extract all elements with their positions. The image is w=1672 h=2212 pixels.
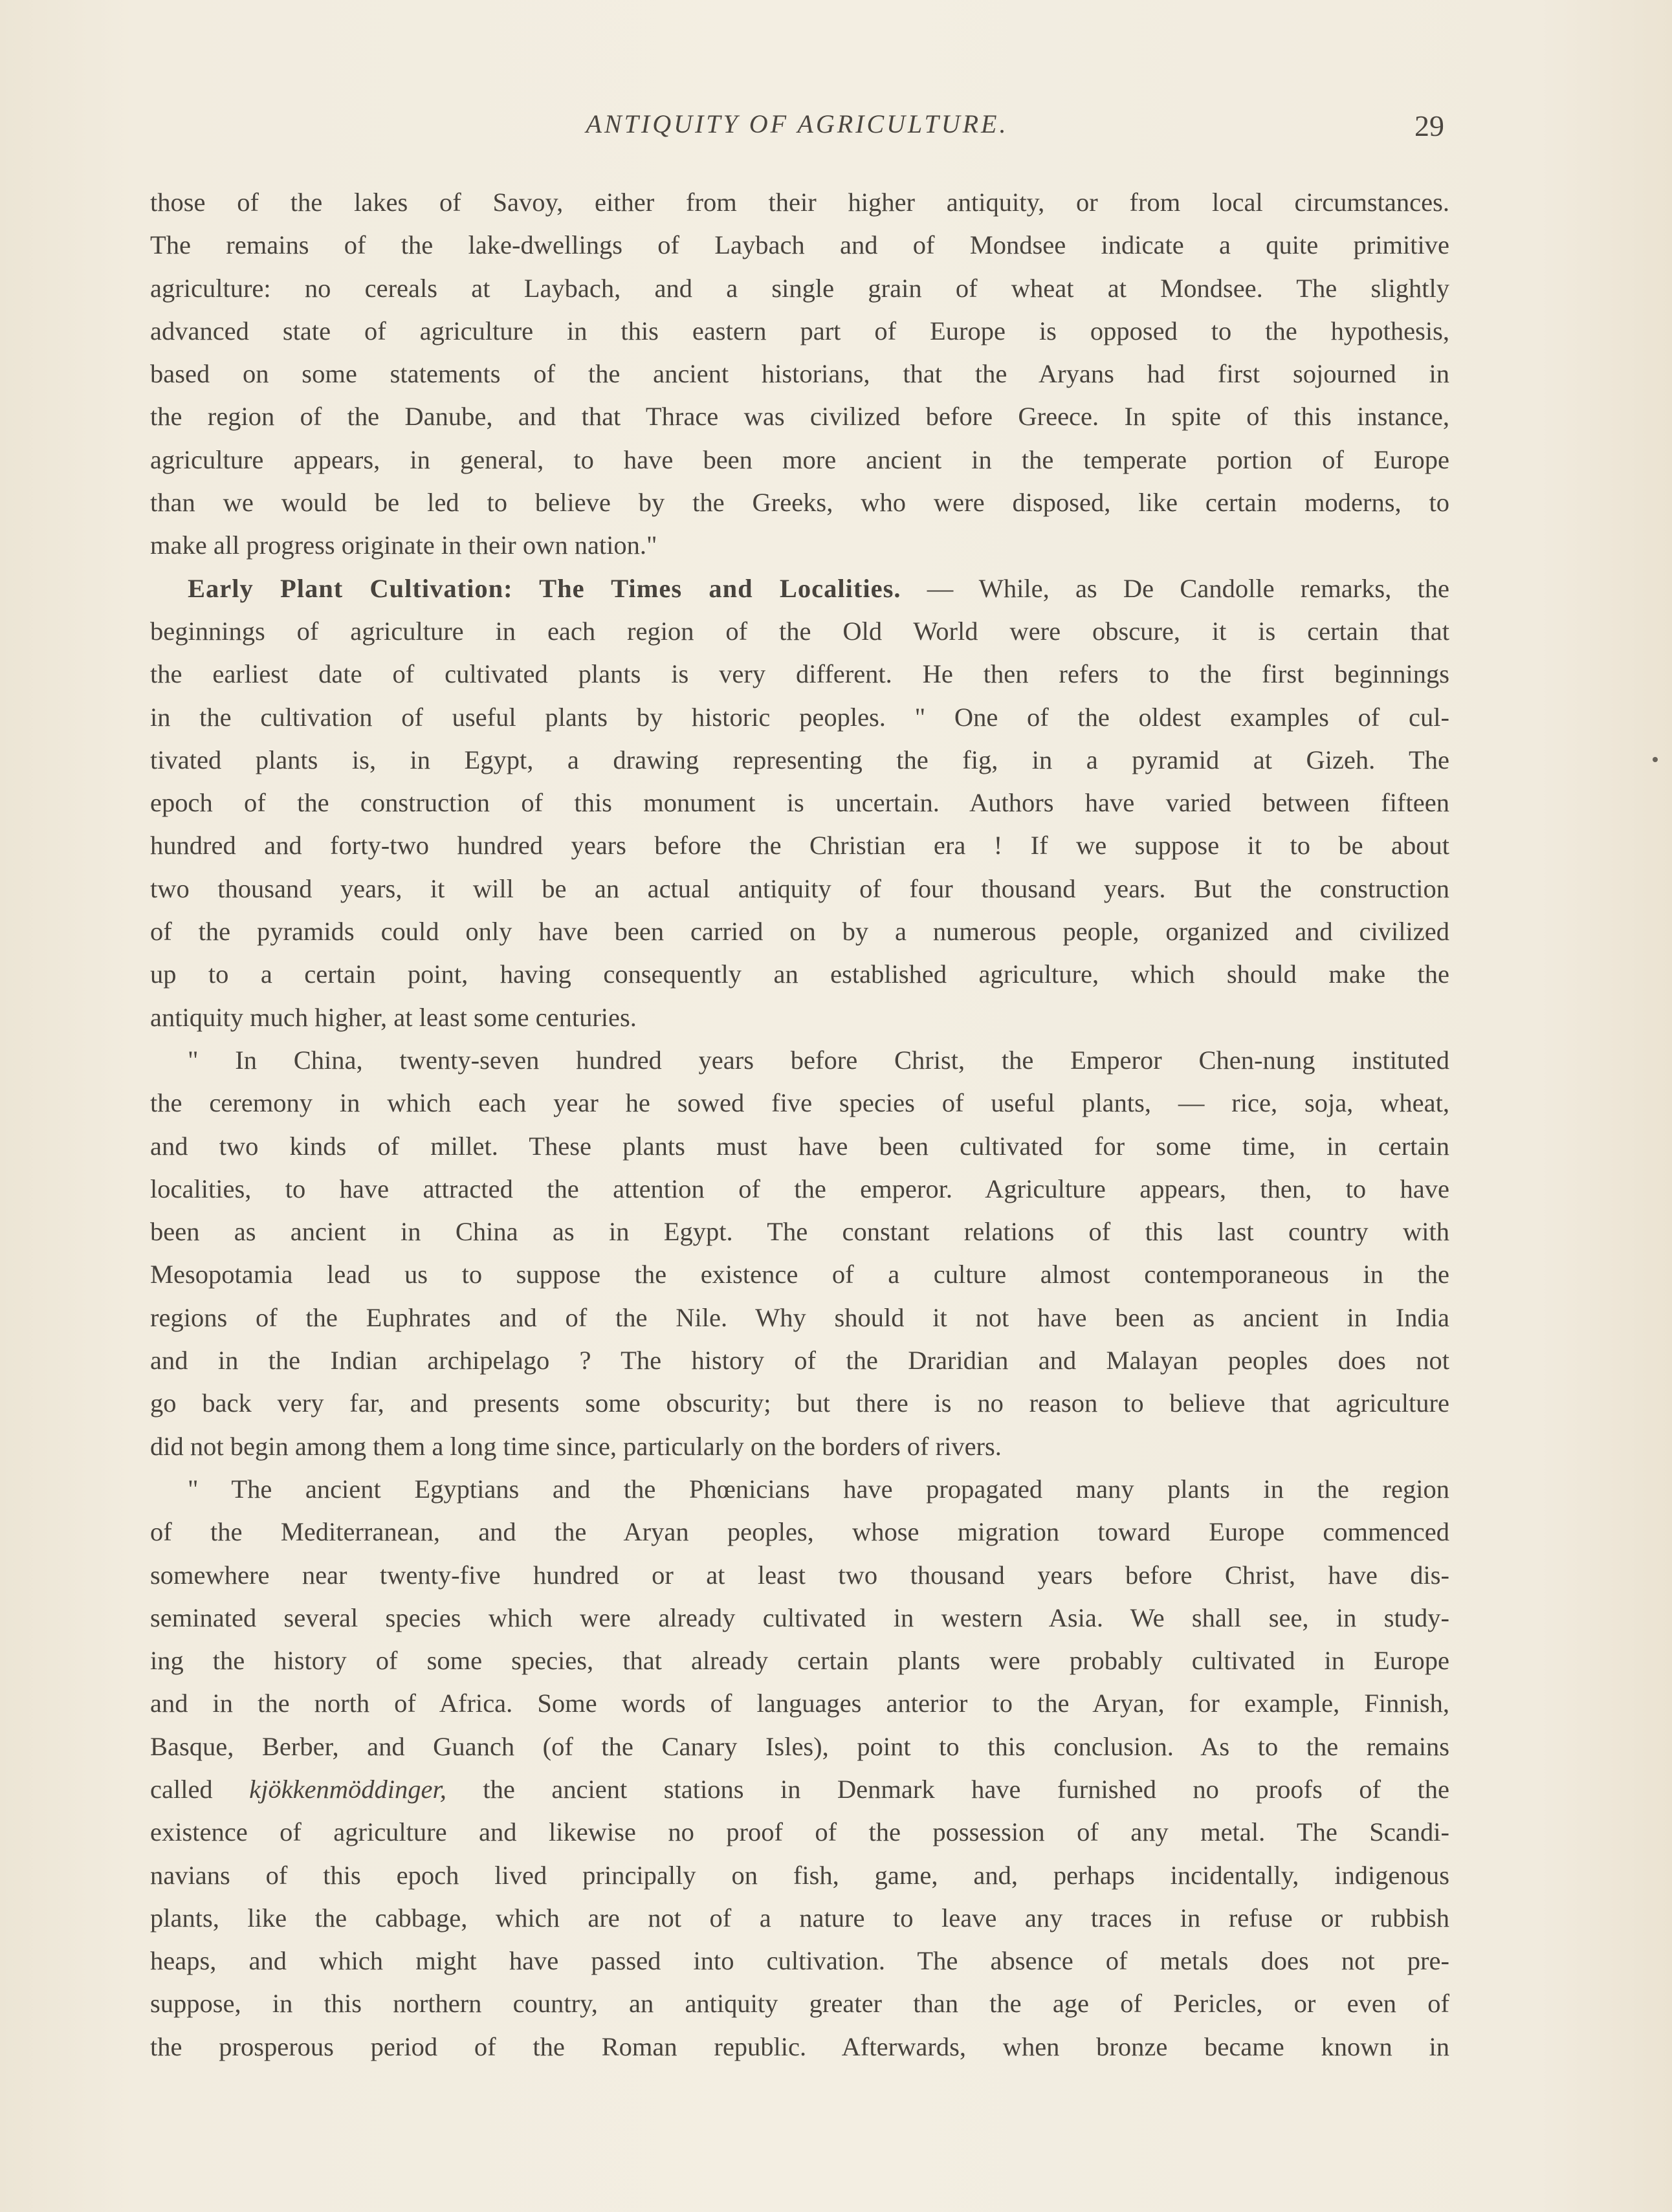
text-line: in the cultivation of useful plants by historic peoples. " One of the oldest examples of cul- xyxy=(150,702,1449,732)
text-line: " The ancient Egyptians and the Phœnicians have propagated many plants in the region xyxy=(188,1474,1449,1504)
text-line: the ceremony in which each year he sowed five species of useful plants, — rice, soja, wheat, xyxy=(150,1088,1449,1118)
running-title: ANTIQUITY OF AGRICULTURE. xyxy=(586,109,1009,138)
text-line: the region of the Danube, and that Thrace was civilized before Greece. In spite of this instance, xyxy=(150,402,1449,432)
text-line: suppose, in this northern country, an antiquity greater than the age of Pericles, or even of xyxy=(150,1989,1449,2019)
page-number: 29 xyxy=(1414,109,1444,142)
text-line: existence of agriculture and likewise no proof of the possession of any metal. The Scandi- xyxy=(150,1817,1449,1847)
running-head xyxy=(150,109,1444,154)
text-line xyxy=(150,1768,1449,1811)
text-line: seminated several species which were already cultivated in western Asia. We shall see, in study- xyxy=(150,1603,1449,1632)
text-line: antiquity much higher, at least some centuries. xyxy=(150,1002,637,1032)
text-line: Mesopotamia lead us to suppose the existence of a culture almost contemporaneous in the xyxy=(150,1260,1449,1289)
text-line: regions of the Euphrates and of the Nile. Why should it not have been as ancient in India xyxy=(150,1302,1449,1332)
text-line: up to a certain point, having consequently an established agriculture, which should make the xyxy=(150,959,1449,989)
paragraph-4 xyxy=(150,1468,1449,2068)
text-line: make all progress originate in their own nation." xyxy=(150,531,657,560)
text-line: The remains of the lake-dwellings of Laybach and of Mondsee indicate a quite primitive xyxy=(150,230,1449,260)
text-line: heaps, and which might have passed into cultivation. The absence of metals does not pre- xyxy=(150,1946,1449,1976)
text-run: — While, as De Candolle remarks, the xyxy=(927,573,1450,603)
text-line: did not begin among them a long time since, particularly on the borders of rivers. xyxy=(150,1431,1002,1461)
text-line: based on some statements of the ancient historians, that the Aryans had first sojourned in xyxy=(150,359,1449,389)
text-line: somewhere near twenty-five hundred or at least two thousand years before Christ, have dis- xyxy=(150,1560,1449,1590)
text-line xyxy=(150,567,1449,610)
text-line: epoch of the construction of this monument is uncertain. Authors have varied between fifteen xyxy=(150,788,1449,818)
text-run: the ancient stations in Denmark have furnished no proofs of the xyxy=(446,1774,1450,1804)
text-line: hundred and forty-two hundred years before the Christian era ! If we suppose it to be about xyxy=(150,831,1449,860)
text-line: the prosperous period of the Roman republic. Afterwards, when bronze became known in xyxy=(150,2031,1449,2061)
paragraph-3 xyxy=(150,1039,1449,1468)
text-line: of the pyramids could only have been carried on by a numerous people, organized and civilized xyxy=(150,917,1449,947)
text-line: been as ancient in China as in Egypt. The constant relations of this last country with xyxy=(150,1217,1449,1247)
ink-speck xyxy=(1653,757,1658,762)
text-run: called xyxy=(150,1774,250,1804)
text-line: than we would be led to believe by the Greeks, who were disposed, like certain moderns, to xyxy=(150,488,1449,518)
text-line: the earliest date of cultivated plants is very different. He then refers to the first beginnings xyxy=(150,659,1449,689)
text-line: Basque, Berber, and Guanch (of the Canary Isles), point to this conclusion. As to the remains xyxy=(150,1731,1449,1761)
text-line: beginnings of agriculture in each region of the Old World were obscure, it is certain that xyxy=(150,616,1449,646)
paragraph-2 xyxy=(150,567,1449,1039)
text-line: tivated plants is, in Egypt, a drawing representing the fig, in a pyramid at Gizeh. The xyxy=(150,745,1449,774)
text-line: ing the history of some species, that already certain plants were probably cultivated in Europe xyxy=(150,1646,1449,1676)
paragraph-1 xyxy=(150,181,1449,567)
text-line: of the Mediterranean, and the Aryan peoples, whose migration toward Europe commenced xyxy=(150,1517,1449,1547)
text-line: agriculture appears, in general, to have been more ancient in the temperate portion of Europe xyxy=(150,444,1449,474)
text-line: two thousand years, it will be an actual antiquity of four thousand years. But the construction xyxy=(150,873,1449,903)
text-line: agriculture: no cereals at Laybach, and a single grain of wheat at Mondsee. The slightly xyxy=(150,273,1449,303)
text-line: go back very far, and presents some obscurity; but there is no reason to believe that agriculture xyxy=(150,1388,1449,1418)
text-line: " In China, twenty-seven hundred years before Christ, the Emperor Chen-nung instituted xyxy=(188,1045,1449,1075)
text-line: those of the lakes of Savoy, either from their higher antiquity, or from local circumstances. xyxy=(150,188,1449,217)
text-line: and two kinds of millet. These plants must have been cultivated for some time, in certain xyxy=(150,1131,1449,1161)
text-line: navians of this epoch lived principally on fish, game, and, perhaps incidentally, indigenous xyxy=(150,1860,1449,1890)
text-line: advanced state of agriculture in this eastern part of Europe is opposed to the hypothesis, xyxy=(150,316,1449,345)
text-line: localities, to have attracted the attention of the emperor. Agriculture appears, then, to have xyxy=(150,1174,1449,1203)
body-text xyxy=(150,181,1449,2068)
text-line: and in the north of Africa. Some words of languages anterior to the Aryan, for example, Finnish, xyxy=(150,1689,1449,1718)
section-sidehead: Early Plant Cultivation: The Times and Localities. xyxy=(188,573,901,603)
text-line: and in the Indian archipelago ? The history of the Draridian and Malayan peoples does not xyxy=(150,1346,1449,1375)
text-line: plants, like the cabbage, which are not of a nature to leave any traces in refuse or rubbish xyxy=(150,1903,1449,1933)
italic-term: kjökkenmöddinger, xyxy=(249,1774,446,1804)
